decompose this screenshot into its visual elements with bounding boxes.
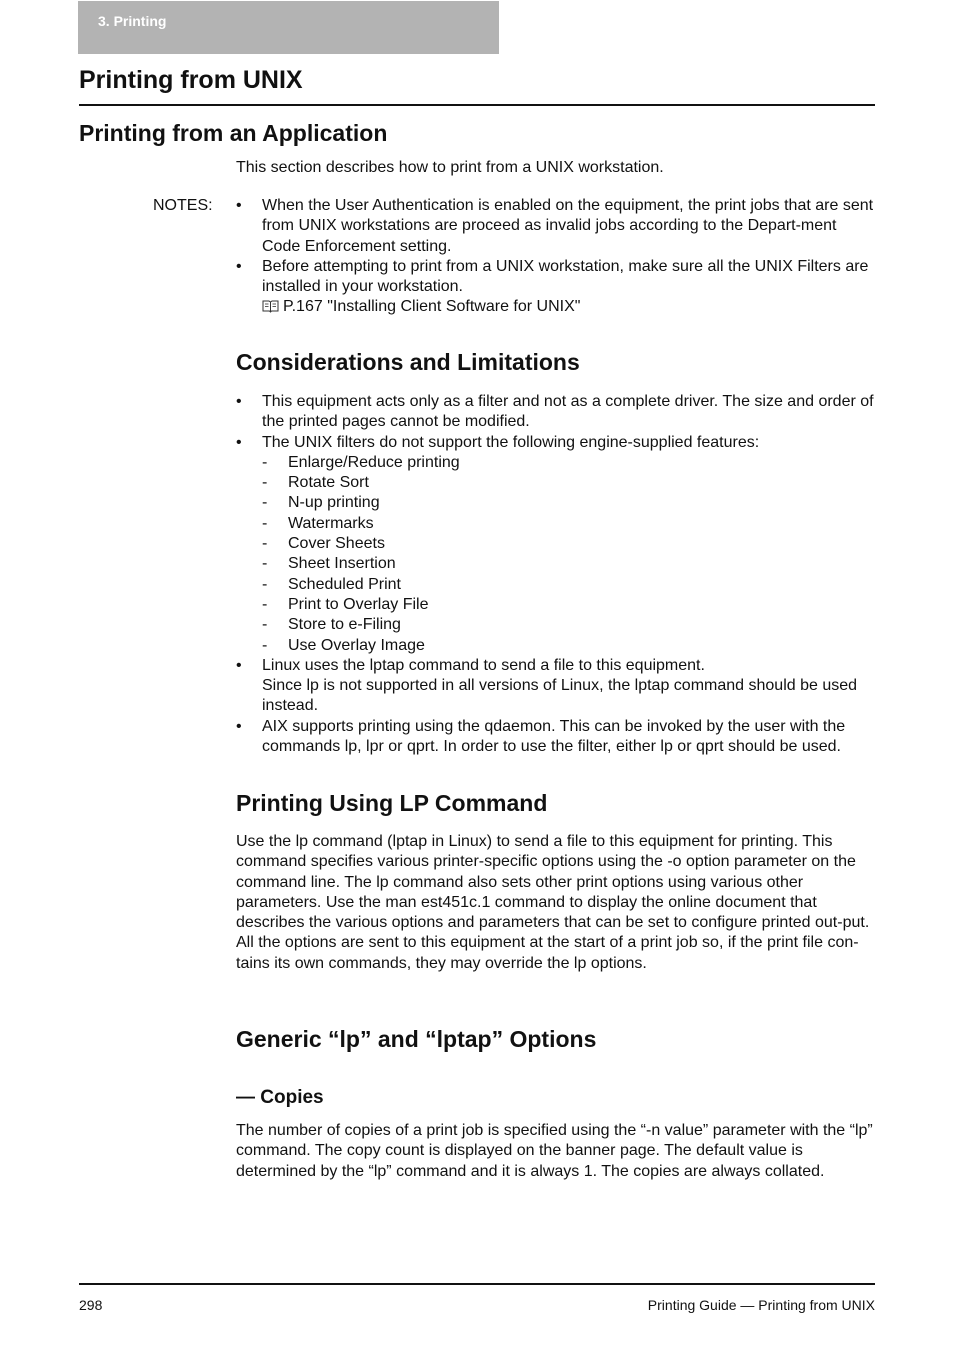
bullet: •: [236, 433, 242, 451]
feature-item: - Print to Overlay File: [262, 595, 429, 613]
feature-item: - Watermarks: [262, 514, 374, 532]
limitation-item: [236, 433, 876, 656]
limitation-text: Linux uses the lptap command to send a file to this equipment.: [262, 656, 705, 674]
section-heading-application: Printing from an Application: [79, 120, 388, 146]
bullet: •: [236, 656, 242, 674]
feature-item: - Store to e-Filing: [262, 616, 401, 634]
bullet: •: [236, 257, 242, 275]
limitation-item: [236, 392, 876, 433]
limitation-text: Since lp is not supported in all versions of Linux, the lptap command should be used instead.: [262, 677, 858, 715]
limitation-item: [236, 656, 876, 717]
feature-text: N-up printing: [288, 494, 380, 512]
note-item: [236, 257, 876, 318]
lp-command-text: Use the lp command (lptap in Linux) to send a file to this equipment for printing. This command specifies various printer-specific options using the -o option parameter on the command line. The lp command also sets other print options using various other parameters. Use the man est451c.1 command to display the online document that describes the various options and parameters that can be set to configure printed out-put.: [236, 833, 870, 932]
application-intro: This section describes how to print from a UNIX workstation.: [236, 159, 664, 176]
limitation-item: [236, 717, 876, 758]
notes-label: NOTES:: [153, 197, 213, 214]
note-text: Before attempting to print from a UNIX workstation, make sure all the UNIX Filters are installed in your workstation.: [262, 257, 869, 296]
page-number: 298: [79, 1297, 103, 1313]
feature-text: Watermarks: [288, 514, 374, 532]
footer-rule: [79, 1283, 875, 1285]
bullet: •: [236, 717, 242, 735]
feature-item: - N-up printing: [262, 494, 380, 512]
feature-text: Enlarge/Reduce printing: [288, 453, 460, 471]
reference-link[interactable]: [262, 298, 580, 315]
feature-item: - Enlarge/Reduce printing: [262, 453, 460, 471]
bullet: •: [236, 197, 242, 214]
limitation-text: The UNIX filters do not support the following engine-supplied features:: [262, 433, 760, 451]
feature-text: Print to Overlay File: [288, 595, 429, 613]
unsupported-features-list: [262, 453, 876, 656]
running-title: Printing Guide — Printing from UNIX: [647, 1297, 875, 1313]
section-heading-lp-command: Printing Using LP Command: [236, 790, 548, 816]
feature-item: - Cover Sheets: [262, 535, 385, 553]
reference-text: P.167 "Installing Client Software for UNIX": [283, 298, 581, 316]
feature-text: Store to e-Filing: [288, 616, 401, 634]
lp-options-text: All the options are sent to this equipment at the start of a print job so, if the print file con-tains its own commands, they may override the lp options.: [236, 934, 859, 972]
title-rule: [79, 104, 875, 106]
notes-list: [236, 196, 876, 318]
section-heading-generic-options: Generic “lp” and “lptap” Options: [236, 1026, 597, 1052]
book-icon: [262, 299, 279, 313]
feature-text: Cover Sheets: [288, 535, 385, 553]
feature-item: - Rotate Sort: [262, 474, 369, 492]
note-item: [236, 196, 876, 257]
feature-text: Rotate Sort: [288, 474, 369, 492]
copies-paragraph: The number of copies of a print job is specified using the “-n value” parameter with the “lp” command. The copy count is displayed on the banner page. The default value is determined by the “lp” command and it is always 1. The copies are always collated.: [236, 1122, 873, 1180]
feature-text: Sheet Insertion: [288, 555, 396, 573]
feature-item: - Scheduled Print: [262, 575, 401, 593]
section-heading-limitations: Considerations and Limitations: [236, 349, 580, 375]
chapter-tab: [78, 1, 499, 54]
chapter-label: 3. Printing: [98, 13, 167, 29]
limitations-list: [236, 392, 876, 757]
limitation-text: AIX supports printing using the qdaemon. This can be invoked by the user with the commands lp, lpr or qprt. In order to use the filter, either lp or qprt should be used.: [262, 717, 846, 756]
feature-item: - Use Overlay Image: [262, 636, 425, 654]
note-text: When the User Authentication is enabled on the equipment, the print jobs that are sent from UNIX workstations are proceed as invalid jobs according to the Depart-ment Code Enforcement setting.: [262, 197, 874, 255]
feature-item: - Sheet Insertion: [262, 555, 396, 573]
page-title: Printing from UNIX: [79, 66, 303, 94]
feature-text: Use Overlay Image: [288, 636, 425, 654]
feature-text: Scheduled Print: [288, 575, 401, 593]
lp-command-paragraph: [236, 832, 876, 974]
bullet: •: [236, 393, 242, 410]
subheading-copies: — Copies: [236, 1087, 324, 1108]
limitation-text: This equipment acts only as a filter and not as a complete driver. The size and order of the printed pages cannot be modified.: [262, 393, 874, 431]
